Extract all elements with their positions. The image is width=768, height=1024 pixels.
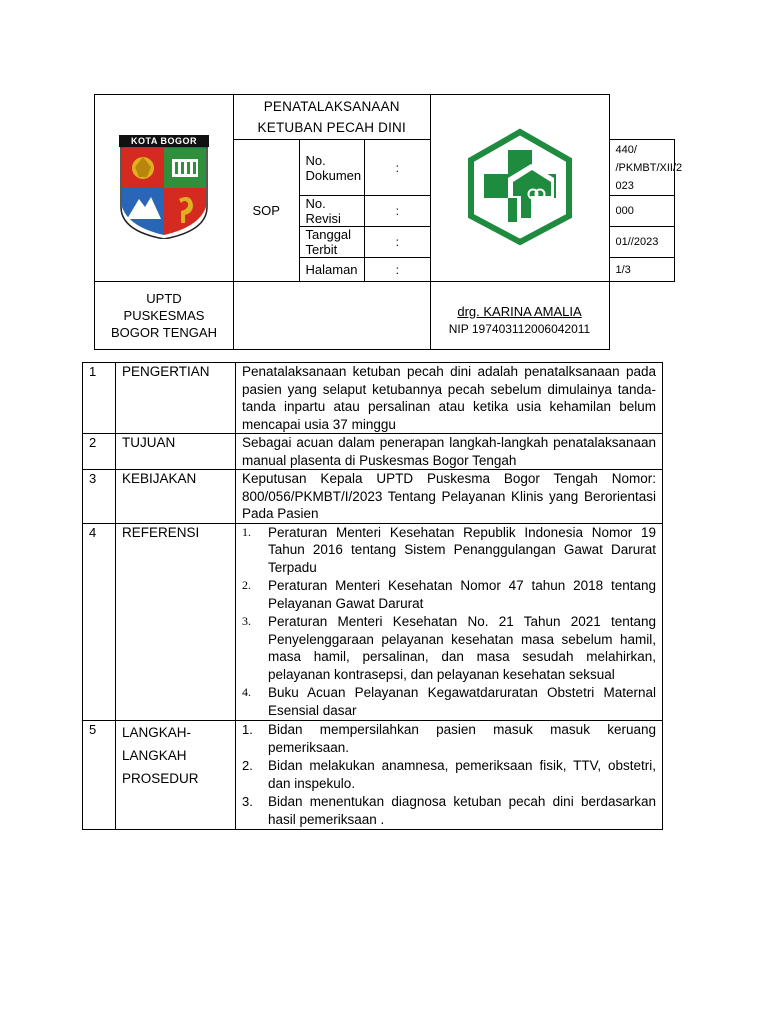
list-marker: 3. — [242, 614, 251, 628]
field-colon: : — [365, 258, 431, 282]
signatory-name: drg. KARINA AMALIA — [457, 303, 582, 319]
list-marker: 3. — [242, 794, 253, 809]
section-title — [116, 721, 236, 830]
sop-content-table — [82, 362, 663, 830]
organization-text: UPTD PUSKESMAS BOGOR TENGAH — [111, 291, 217, 340]
logo-left-cell — [95, 95, 234, 282]
field-value-no-dokumen: 440/ /PKMBT/XII/2 023 — [609, 140, 675, 196]
field-value-halaman: 1/3 — [609, 258, 675, 282]
section-title: TUJUAN — [116, 434, 236, 470]
list-item — [236, 524, 656, 577]
section-number: 2 — [83, 434, 116, 470]
section-number: 5 — [83, 721, 116, 830]
signatory — [430, 282, 609, 350]
list-item-text: Peraturan Menteri Kesehatan Republik Indonesia Nomor 19 Tahun 2016 tentang Sistem Penanggulangan Gawat Darurat Terpadu — [268, 524, 656, 575]
table-row — [83, 721, 663, 830]
procedure-steps — [236, 721, 656, 828]
list-item — [236, 684, 656, 719]
field-colon: : — [365, 140, 431, 196]
table-row — [83, 434, 663, 470]
section-list-cell — [236, 523, 663, 721]
kota-bogor-emblem-icon — [119, 135, 209, 242]
table-row — [83, 523, 663, 721]
section-text: Sebagai acuan dalam penerapan langkah-langkah penatalaksanaan manual plasenta di Puskesmas Bogor Tengah — [236, 434, 663, 470]
reference-list — [236, 524, 656, 720]
table-row — [83, 470, 663, 524]
list-item — [236, 757, 656, 792]
field-value-no-revisi: 000 — [609, 196, 675, 227]
section-number: 1 — [83, 363, 116, 434]
field-label-no-revisi: No. Revisi — [299, 196, 365, 227]
field-label-tanggal-terbit: Tanggal Terbit — [299, 227, 365, 258]
field-label-no-dokumen: No. Dokumen — [299, 140, 365, 196]
organization-name — [95, 282, 234, 350]
list-item — [236, 793, 656, 828]
list-marker: 1. — [242, 722, 253, 737]
list-marker: 2. — [242, 578, 251, 592]
list-item — [236, 577, 656, 612]
logo-right-cell — [430, 95, 609, 282]
list-item-text: Bidan menentukan diagnosa ketuban pecah dini berdasarkan hasil pemeriksaan . — [268, 794, 656, 827]
emblem-banner: KOTA BOGOR — [119, 135, 209, 147]
field-colon: : — [365, 196, 431, 227]
section-text: Penatalaksanaan ketuban pecah dini adalah penatalksanaan pada pasien yang selaput ketubannya pecah sebelum dimulainya tanda-tanda inpartu atau persalinan atau ketika usia kehamilan belum mencapai usia 37 minggu — [236, 363, 663, 434]
list-item-text: Bidan melakukan anamnesa, pemeriksaan fisik, TTV, obstetri, dan inspekulo. — [268, 758, 656, 791]
field-colon: : — [365, 227, 431, 258]
emblem-shield-graphic — [119, 147, 209, 239]
puskesmas-cross-icon — [461, 128, 579, 246]
list-item-text: Bidan mempersilahkan pasien masuk masuk keruang pemeriksaan. — [268, 722, 656, 755]
section-number: 3 — [83, 470, 116, 524]
section-number: 4 — [83, 523, 116, 721]
section-title: REFERENSI — [116, 523, 236, 721]
section-title-text: LANGKAH- LANGKAH PROSEDUR — [122, 725, 199, 786]
field-label-halaman: Halaman — [299, 258, 365, 282]
list-item — [236, 613, 656, 683]
section-list-cell — [236, 721, 663, 830]
section-title: KEBIJAKAN — [116, 470, 236, 524]
list-marker: 2. — [242, 758, 253, 773]
sop-label: SOP — [234, 140, 300, 282]
document-title: PENATALAKSANAAN KETUBAN PECAH DINI — [234, 95, 431, 140]
table-row — [83, 363, 663, 434]
list-item-text: Buku Acuan Pelayanan Kegawatdaruratan Obstetri Maternal Esensial dasar — [268, 685, 656, 718]
blank-cell — [234, 282, 431, 350]
section-text: Keputusan Kepala UPTD Puskesma Bogor Tengah Nomor: 800/056/PKMBT/I/2023 Tentang Pelayanan Klinis yang Berorientasi Pada Pasien — [236, 470, 663, 524]
list-item-text: Peraturan Menteri Kesehatan No. 21 Tahun 2021 tentang Penyelenggaraan pelayanan kesehatan masa sebelum hamil, masa hamil, persalinan, dan masa sesudah melahirkan, pelayanan kontrasepsi, dan pelayanan kesehatan seksual — [268, 614, 656, 682]
list-item — [236, 721, 656, 756]
section-title: PENGERTIAN — [116, 363, 236, 434]
signatory-nip: NIP 197403112006042011 — [448, 321, 591, 336]
list-item-text: Peraturan Menteri Kesehatan Nomor 47 tahun 2018 tentang Pelayanan Gawat Darurat — [268, 578, 656, 611]
field-value-tanggal-terbit: 01//2023 — [609, 227, 675, 258]
list-marker: 1. — [242, 524, 251, 539]
list-marker: 4. — [242, 685, 251, 699]
sop-header-table — [94, 94, 683, 350]
